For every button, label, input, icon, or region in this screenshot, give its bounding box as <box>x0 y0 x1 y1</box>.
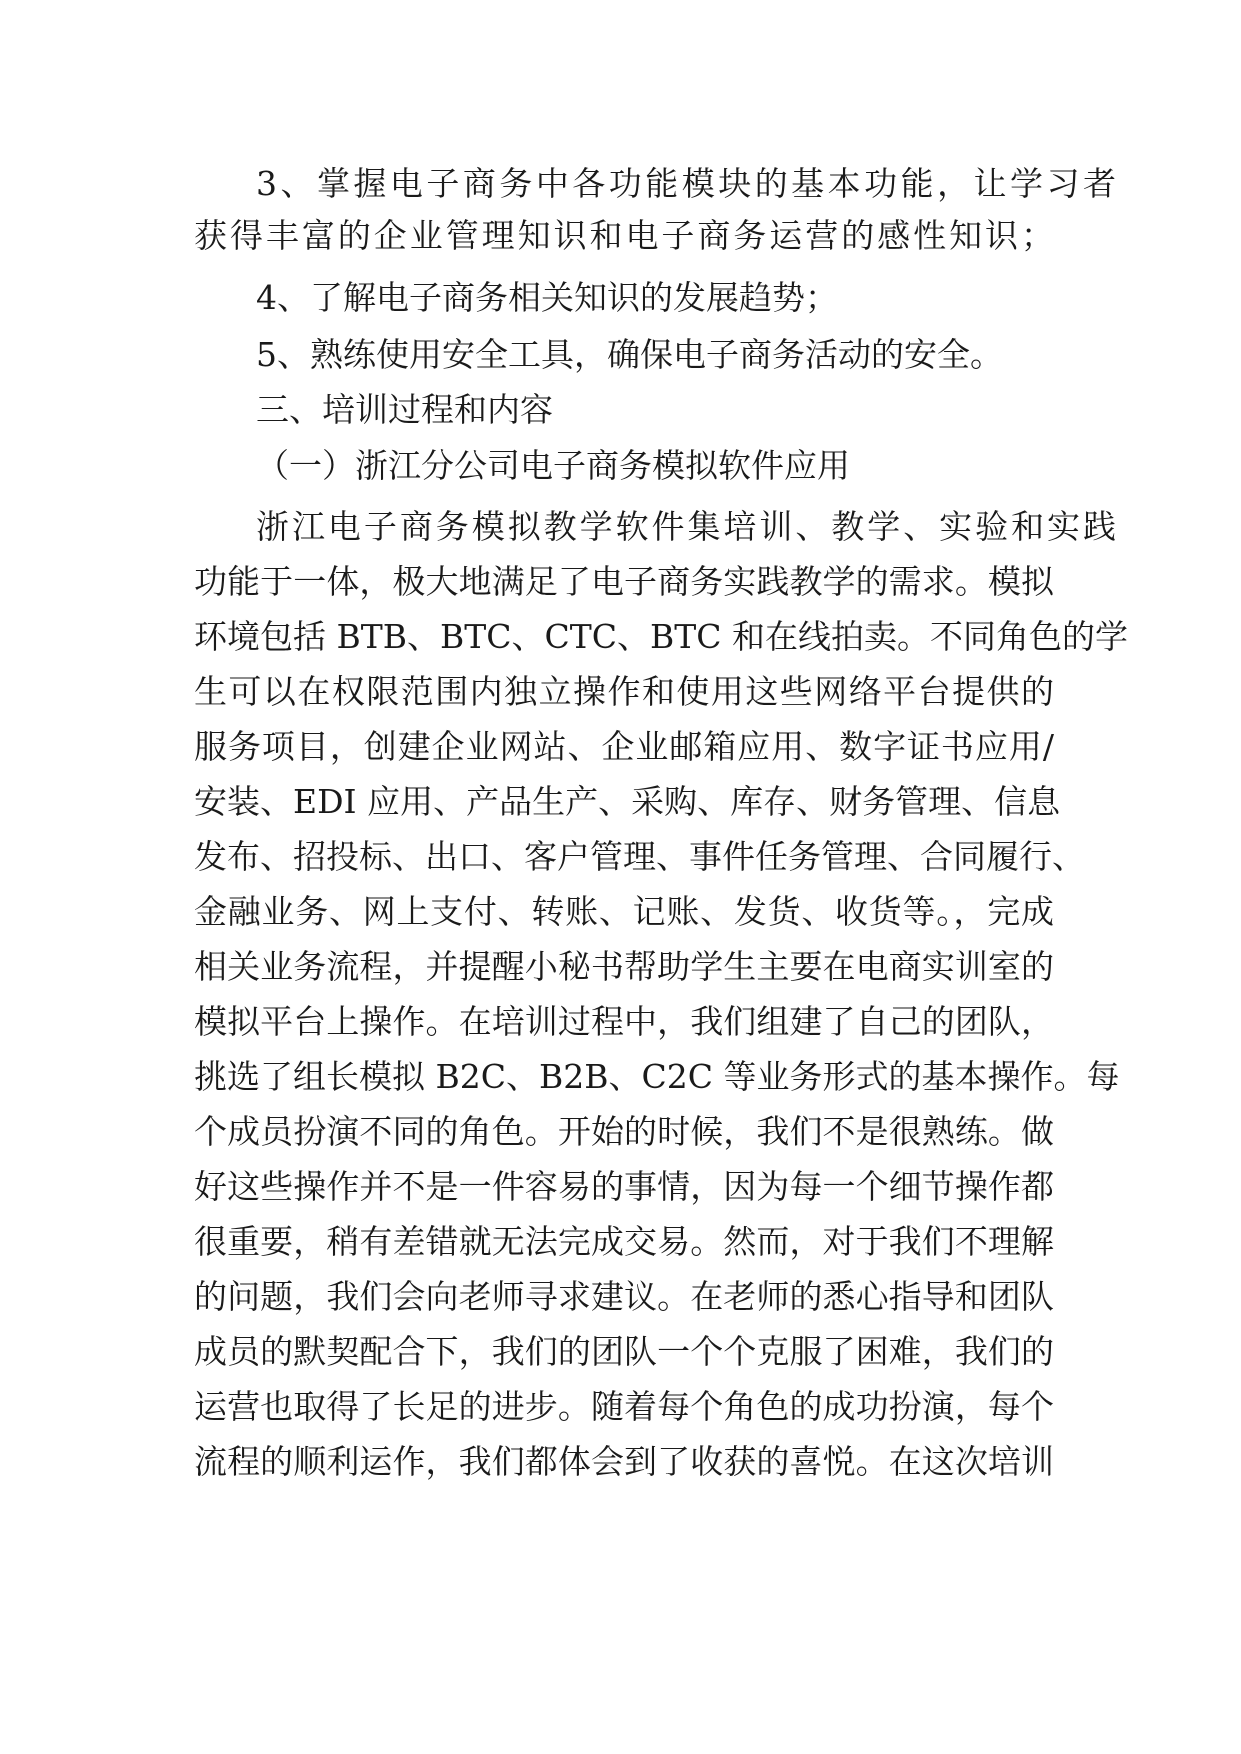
text-line: 3、掌握电子商务中各功能模块的基本功能，让学习者 <box>256 164 1116 203</box>
text-line: 成员的默契配合下，我们的团队一个个克服了困难，我们的 <box>194 1332 1054 1371</box>
text-line: 生可以在权限范围内独立操作和使用这些网络平台提供的 <box>194 672 1054 711</box>
text-line: 很重要，稍有差错就无法完成交易。然而，对于我们不理解 <box>194 1222 1054 1261</box>
text-line: 服务项目，创建企业网站、企业邮箱应用、数字证书应用/ <box>194 727 1054 766</box>
text-line: 环境包括 BTB、BTC、CTC、BTC 和在线拍卖。不同角色的学 <box>194 617 1129 656</box>
text-line: 好这些操作并不是一件容易的事情，因为每一个细节操作都 <box>194 1167 1054 1206</box>
text-line: 个成员扮演不同的角色。开始的时候，我们不是很熟练。做 <box>194 1112 1054 1151</box>
text-line: 5、熟练使用安全工具，确保电子商务活动的安全。 <box>256 335 1003 374</box>
text-line: 挑选了组长模拟 B2C、B2B、C2C 等业务形式的基本操作。每 <box>194 1057 1120 1096</box>
text-line: 流程的顺利运作，我们都体会到了收获的喜悦。在这次培训 <box>194 1442 1054 1481</box>
text-line: 4、了解电子商务相关知识的发展趋势； <box>256 278 838 317</box>
text-line: 获得丰富的企业管理知识和电子商务运营的感性知识； <box>194 216 1054 255</box>
text-line: 运营也取得了长足的进步。随着每个角色的成功扮演，每个 <box>194 1387 1054 1426</box>
text-line: 发布、招投标、出口、客户管理、事件任务管理、合同履行、 <box>194 837 1085 876</box>
text-line: 模拟平台上操作。在培训过程中，我们组建了自己的团队， <box>194 1002 1054 1041</box>
text-line: 浙江电子商务模拟教学软件集培训、教学、实验和实践 <box>256 507 1116 546</box>
text-line: 功能于一体，极大地满足了电子商务实践教学的需求。模拟 <box>194 562 1054 601</box>
subsection-heading: （一）浙江分公司电子商务模拟软件应用 <box>256 446 850 485</box>
text-line: 相关业务流程，并提醒小秘书帮助学生主要在电商实训室的 <box>194 947 1054 986</box>
text-line: 安装、EDI 应用、产品生产、采购、库存、财务管理、信息 <box>194 782 1061 821</box>
text-line: 金融业务、网上支付、转账、记账、发货、收货等。，完成 <box>194 892 1054 931</box>
section-heading: 三、培训过程和内容 <box>256 390 553 429</box>
text-line: 的问题，我们会向老师寻求建议。在老师的悉心指导和团队 <box>194 1277 1054 1316</box>
